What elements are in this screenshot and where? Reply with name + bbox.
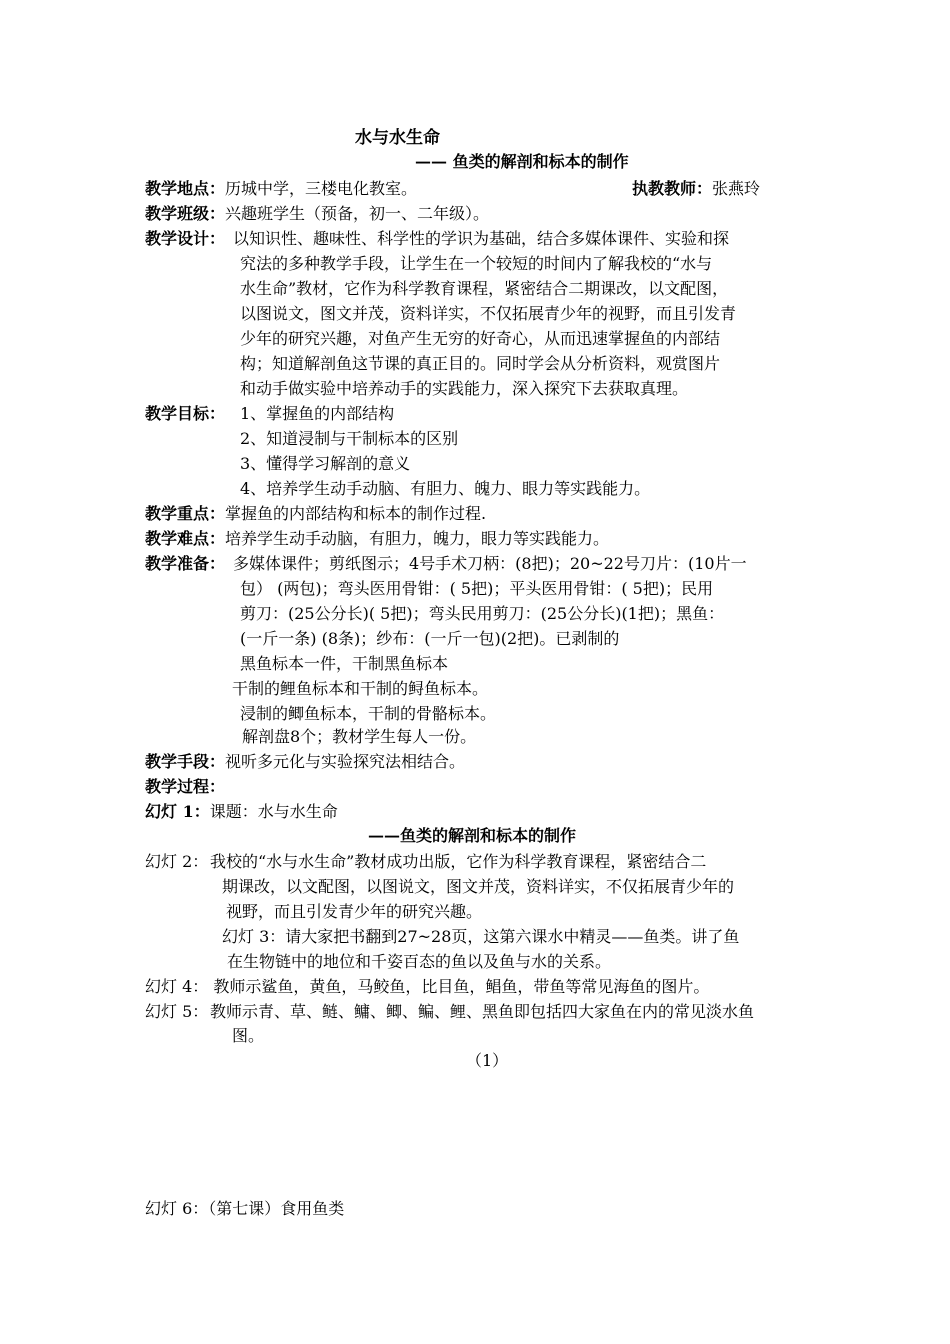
goal-item: 4、培养学生动手动脑、有胆力、魄力、眼力等实践能力。 — [240, 479, 651, 498]
prep-line: (一斤一条) (8条)；纱布：(一斤一包)(2把)。已剥制的 — [240, 629, 620, 648]
prep-line: 黑鱼标本一件，干制黑鱼标本 — [240, 654, 449, 673]
design-line: 构；知道解剖鱼这节课的真正目的。同时学会从分析资料，观赏图片 — [240, 354, 721, 373]
focus-row — [145, 502, 486, 526]
slide-3-line: 在生物链中的地位和千姿百态的鱼以及鱼与水的关系。 — [227, 952, 612, 971]
document-title: 水与水生命 — [355, 128, 440, 148]
means-row — [145, 750, 465, 774]
difficulty-row — [145, 527, 609, 551]
prep-line: 剪刀：(25公分长)( 5把)；弯头民用剪刀：(25公分长)(1把)；黑鱼： — [240, 604, 725, 623]
design-label: 教学设计： — [145, 229, 226, 248]
goal-item: 2、知道浸制与干制标本的区别 — [240, 429, 459, 448]
prep-label: 教学准备： — [145, 554, 226, 573]
slide-2-line: 视野，而且引发青少年的研究兴趣。 — [226, 902, 483, 921]
prep-line: 多媒体课件；剪纸图示；4号手术刀柄：(8把)；20~22号刀片：(10片一 — [233, 554, 747, 573]
difficulty-label: 教学难点： — [145, 529, 226, 548]
teacher-value: 张燕玲 — [712, 179, 761, 198]
focus-value: 掌握鱼的内部结构和标本的制作过程. — [225, 504, 487, 523]
design-line: 水生命”教材，它作为科学教育课程，紧密结合二期课改，以文配图， — [240, 279, 729, 298]
design-line: 以知识性、趣味性、科学性的学识为基础，结合多媒体课件、实验和探 — [233, 229, 730, 248]
goals-label: 教学目标： — [145, 404, 226, 423]
design-line: 以图说文，图文并茂，资料详实，不仅拓展青少年的视野，而且引发青 — [240, 304, 737, 323]
slide-1-subtitle: ——鱼类的解剖和标本的制作 — [368, 826, 577, 845]
means-label: 教学手段： — [145, 752, 226, 771]
teacher-label: 执教教师： — [632, 179, 713, 198]
goal-item: 3、懂得学习解剖的意义 — [240, 454, 411, 473]
design-line: 究法的多种教学手段，让学生在一个较短的时间内了解我校的“水与 — [240, 254, 713, 273]
prep-line: 干制的鲤鱼标本和干制的鲟鱼标本。 — [232, 679, 489, 698]
teacher-row — [632, 177, 760, 201]
class-label: 教学班级： — [145, 204, 226, 223]
class-value: 兴趣班学生（预备，初一、二年级）。 — [225, 204, 490, 223]
focus-label: 教学重点： — [145, 504, 226, 523]
slide-4-line: 幻灯 4： 教师示鲨鱼，黄鱼，马鲛鱼，比目鱼，鲳鱼，带鱼等常见海鱼的图片。 — [145, 977, 710, 996]
means-value: 视听多元化与实验探究法相结合。 — [225, 752, 466, 771]
page-number: （1） — [466, 1051, 509, 1070]
design-line: 少年的研究兴趣，对鱼产生无穷的好奇心，从而迅速掌握鱼的内部结 — [240, 329, 721, 348]
slide-2-line: 我校的“水与水生命”教材成功出版，它作为科学教育课程，紧密结合二 — [210, 852, 707, 871]
difficulty-value: 培养学生动手动脑，有胆力，魄力，眼力等实践能力。 — [225, 529, 610, 548]
class-row — [145, 202, 489, 226]
slide-2-line: 期课改，以文配图，以图说文，图文并茂，资料详实，不仅拓展青少年的 — [222, 877, 735, 896]
location-row — [145, 177, 417, 201]
prep-line: 浸制的鲫鱼标本，干制的骨骼标本。 — [240, 704, 497, 723]
slide-5-line: 图。 — [232, 1026, 265, 1045]
slide-1-row — [145, 800, 338, 824]
prep-line: 包） (两包)；弯头医用骨钳：( 5把)；平头医用骨钳：( 5把)；民用 — [240, 579, 714, 598]
slide-1-value: 课题：水与水生命 — [209, 802, 338, 821]
location-label: 教学地点： — [145, 179, 226, 198]
slide-2-label: 幻灯 2： — [145, 852, 209, 871]
slide-1-label: 幻灯 1： — [145, 802, 210, 821]
design-line: 和动手做实验中培养动手的实践能力，深入探究下去获取真理。 — [240, 379, 689, 398]
document-subtitle: —— 鱼类的解剖和标本的制作 — [415, 152, 629, 171]
slide-5-line: 教师示青、草、鲢、鳙、鲫、鳊、鲤、黑鱼即包括四大家鱼在内的常见淡水鱼 — [210, 1002, 755, 1021]
location-value: 历城中学，三楼电化教室。 — [225, 179, 418, 198]
slide-6-line: 幻灯 6：（第七课）食用鱼类 — [145, 1199, 345, 1218]
process-label: 教学过程： — [145, 777, 226, 796]
slide-3-line: 幻灯 3：请大家把书翻到27~28页，这第六课水中精灵——鱼类。讲了鱼 — [222, 927, 740, 946]
slide-5-label: 幻灯 5： — [145, 1002, 209, 1021]
goal-item: 1、掌握鱼的内部结构 — [240, 404, 395, 423]
prep-line: 解剖盘8个；教材学生每人一份。 — [242, 727, 477, 746]
